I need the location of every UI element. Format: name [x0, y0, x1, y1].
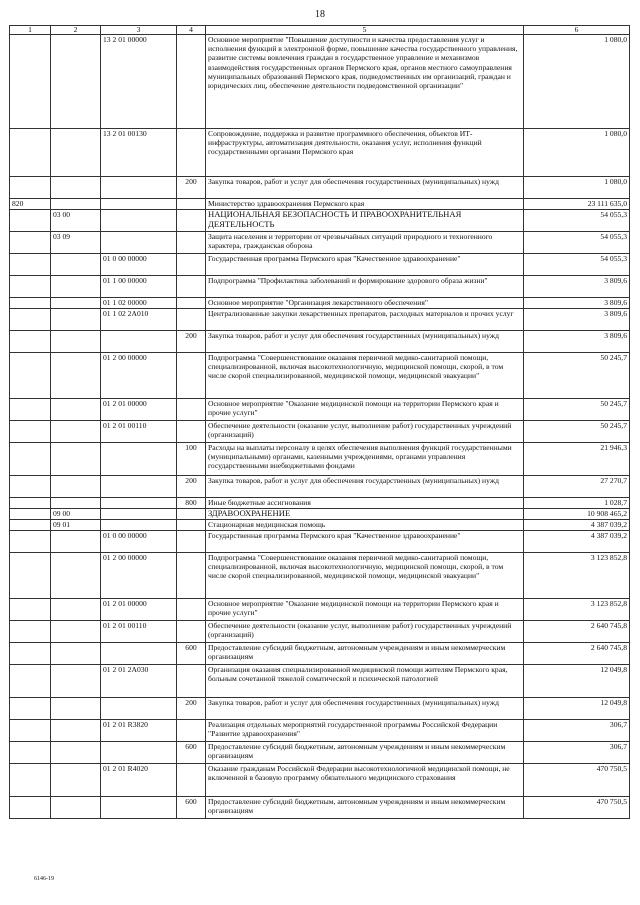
column-number: 4	[177, 26, 206, 35]
target-article-code	[101, 199, 177, 210]
table-row	[10, 764, 630, 797]
target-article-code	[101, 698, 177, 720]
item-name: Основное мероприятие "Оказание медицинской помощи на территории Пермского края и прочие услуги"	[206, 399, 524, 421]
amount: 3 809,6	[524, 276, 630, 298]
ministry-code	[10, 35, 51, 129]
target-article-code: 13 2 01 00130	[101, 129, 177, 177]
section-code	[51, 621, 101, 643]
ministry-code	[10, 476, 51, 498]
ministry-code	[10, 232, 51, 254]
amount: 4 387 039,2	[524, 531, 630, 553]
expense-type-code: 100	[177, 443, 206, 476]
table-row	[10, 276, 630, 298]
ministry-code	[10, 498, 51, 509]
expense-type-code	[177, 276, 206, 298]
table-row	[10, 421, 630, 443]
table-row	[10, 254, 630, 276]
item-name: Министерство здравоохранения Пермского края	[206, 199, 524, 210]
item-name: НАЦИОНАЛЬНАЯ БЕЗОПАСНОСТЬ И ПРАВООХРАНИТЕЛЬНАЯ ДЕЯТЕЛЬНОСТЬ	[206, 210, 524, 232]
target-article-code	[101, 742, 177, 764]
target-article-code	[101, 643, 177, 665]
expense-type-code	[177, 621, 206, 643]
section-code	[51, 764, 101, 797]
amount: 23 111 635,0	[524, 199, 630, 210]
table-row	[10, 298, 630, 309]
column-number: 1	[10, 26, 51, 35]
column-number: 6	[524, 26, 630, 35]
item-name: Расходы на выплаты персоналу в целях обеспечения выполнения функций государственными (муниципальными) органами, казенными учреждениями, органами управления государственными внебюджетными фондами	[206, 443, 524, 476]
ministry-code	[10, 276, 51, 298]
section-code	[51, 742, 101, 764]
amount: 2 640 745,8	[524, 621, 630, 643]
ministry-code	[10, 177, 51, 199]
section-code: 09 01	[51, 520, 101, 531]
item-name: Обеспечение деятельности (оказание услуг, выполнение работ) государственных учреждений (организаций)	[206, 421, 524, 443]
expense-type-code: 600	[177, 742, 206, 764]
item-name: Основное мероприятие "Повышение доступности и качества предоставления услуг и исполнения функций в электронной форме, повышение качества государственного управления, развитие системы вовлечения граждан в государственное управление и механизмов взаимодействия государственных органов Пермского края, органов местного самоуправления муниципальных образований Пермского края, подведомственных им организаций, граждан и юридических лиц, обеспечение деятельности подведомственной организации"	[206, 35, 524, 129]
amount: 1 080,0	[524, 35, 630, 129]
target-article-code: 01 2 01 00000	[101, 399, 177, 421]
table-row	[10, 599, 630, 621]
amount: 27 270,7	[524, 476, 630, 498]
ministry-code	[10, 520, 51, 531]
column-number: 2	[51, 26, 101, 35]
section-code	[51, 643, 101, 665]
footer-code: 6146-19	[34, 876, 54, 882]
expense-type-code	[177, 599, 206, 621]
expense-type-code	[177, 665, 206, 698]
item-name: Закупка товаров, работ и услуг для обеспечения государственных (муниципальных) нужд	[206, 331, 524, 353]
amount: 1 080,0	[524, 177, 630, 199]
target-article-code	[101, 797, 177, 819]
table-row	[10, 199, 630, 210]
amount: 54 055,3	[524, 254, 630, 276]
table-row	[10, 443, 630, 476]
section-code	[51, 476, 101, 498]
item-name: Подпрограмма "Профилактика заболеваний и формирование здорового образа жизни"	[206, 276, 524, 298]
table-row	[10, 698, 630, 720]
target-article-code	[101, 476, 177, 498]
expense-type-code	[177, 298, 206, 309]
expense-type-code	[177, 232, 206, 254]
section-code: 09 00	[51, 509, 101, 520]
amount: 3 123 852,8	[524, 599, 630, 621]
amount: 21 946,3	[524, 443, 630, 476]
expense-type-code	[177, 35, 206, 129]
ministry-code	[10, 443, 51, 476]
item-name: Подпрограмма "Совершенствование оказания первичной медико-санитарной помощи, специализированной, включая высокотехнологичную, медицинской помощи, скорой, в том числе скорой специализированной, медицинской помощи, медицинской эвакуации"	[206, 553, 524, 599]
item-name: Иные бюджетные ассигнования	[206, 498, 524, 509]
amount: 12 049,8	[524, 665, 630, 698]
item-name: Реализация отдельных мероприятий государственной программы Российской Федерации "Развитие здравоохранения"	[206, 720, 524, 742]
ministry-code	[10, 254, 51, 276]
target-article-code: 01 0 00 00000	[101, 531, 177, 553]
table-row	[10, 232, 630, 254]
target-article-code: 01 2 00 00000	[101, 553, 177, 599]
target-article-code: 01 1 02 00000	[101, 298, 177, 309]
table-row	[10, 129, 630, 177]
item-name: Сопровождение, поддержка и развитие программного обеспечения, объектов ИТ-инфраструктуры, автоматизация деятельности, оказания услуг, исполнения функций государственными органами Пермского края	[206, 129, 524, 177]
section-code: 03 09	[51, 232, 101, 254]
section-code	[51, 298, 101, 309]
amount: 10 908 465,2	[524, 509, 630, 520]
amount: 50 245,7	[524, 421, 630, 443]
ministry-code	[10, 553, 51, 599]
expense-type-code: 200	[177, 698, 206, 720]
ministry-code	[10, 509, 51, 520]
column-number-row	[10, 26, 630, 35]
item-name: ЗДРАВООХРАНЕНИЕ	[206, 509, 524, 520]
section-code	[51, 443, 101, 476]
item-name: Закупка товаров, работ и услуг для обеспечения государственных (муниципальных) нужд	[206, 177, 524, 199]
amount: 1 028,7	[524, 498, 630, 509]
expense-type-code	[177, 553, 206, 599]
table-row	[10, 399, 630, 421]
section-code	[51, 531, 101, 553]
target-article-code	[101, 498, 177, 509]
table-row	[10, 643, 630, 665]
amount: 3 123 852,8	[524, 553, 630, 599]
table-row	[10, 553, 630, 599]
target-article-code: 01 2 01 00110	[101, 421, 177, 443]
target-article-code	[101, 520, 177, 531]
amount: 12 049,8	[524, 698, 630, 720]
target-article-code: 01 2 01 00000	[101, 599, 177, 621]
section-code	[51, 276, 101, 298]
target-article-code: 13 2 01 00000	[101, 35, 177, 129]
section-code	[51, 331, 101, 353]
section-code: 03 00	[51, 210, 101, 232]
expense-type-code	[177, 421, 206, 443]
ministry-code	[10, 309, 51, 331]
item-name: Закупка товаров, работ и услуг для обеспечения государственных (муниципальных) нужд	[206, 476, 524, 498]
table-row	[10, 353, 630, 399]
item-name: Обеспечение деятельности (оказание услуг, выполнение работ) государственных учреждений (организаций)	[206, 621, 524, 643]
section-code	[51, 177, 101, 199]
target-article-code: 01 2 01 R4020	[101, 764, 177, 797]
target-article-code: 01 1 02 2А010	[101, 309, 177, 331]
amount: 1 080,0	[524, 129, 630, 177]
item-name: Государственная программа Пермского края "Качественное здравоохранение"	[206, 254, 524, 276]
expense-type-code	[177, 210, 206, 232]
item-name: Централизованные закупки лекарственных препаратов, расходных материалов и прочих услуг	[206, 309, 524, 331]
table-row	[10, 331, 630, 353]
expense-type-code	[177, 531, 206, 553]
amount: 4 387 039,2	[524, 520, 630, 531]
ministry-code	[10, 331, 51, 353]
ministry-code	[10, 210, 51, 232]
ministry-code	[10, 599, 51, 621]
table-row	[10, 621, 630, 643]
ministry-code	[10, 764, 51, 797]
amount: 470 750,5	[524, 797, 630, 819]
ministry-code	[10, 797, 51, 819]
column-number: 3	[101, 26, 177, 35]
ministry-code	[10, 129, 51, 177]
target-article-code	[101, 331, 177, 353]
target-article-code: 01 1 00 00000	[101, 276, 177, 298]
table-row	[10, 797, 630, 819]
table-row	[10, 35, 630, 129]
ministry-code	[10, 720, 51, 742]
target-article-code	[101, 509, 177, 520]
expense-type-code	[177, 720, 206, 742]
table-row	[10, 509, 630, 520]
expense-type-code	[177, 353, 206, 399]
table-row	[10, 520, 630, 531]
amount: 50 245,7	[524, 399, 630, 421]
expense-type-code: 200	[177, 177, 206, 199]
amount: 2 640 745,8	[524, 643, 630, 665]
item-name: Закупка товаров, работ и услуг для обеспечения государственных (муниципальных) нужд	[206, 698, 524, 720]
table-row	[10, 742, 630, 764]
expense-type-code	[177, 129, 206, 177]
target-article-code: 01 2 01 00110	[101, 621, 177, 643]
item-name: Стационарная медицинская помощь	[206, 520, 524, 531]
item-name: Предоставление субсидий бюджетным, автономным учреждениям и иным некоммерческим организациям	[206, 742, 524, 764]
table-row	[10, 476, 630, 498]
expense-type-code	[177, 520, 206, 531]
section-code	[51, 665, 101, 698]
target-article-code	[101, 177, 177, 199]
expense-type-code	[177, 254, 206, 276]
amount: 54 055,3	[524, 232, 630, 254]
ministry-code	[10, 298, 51, 309]
expense-type-code	[177, 309, 206, 331]
item-name: Оказание гражданам Российской Федерации высокотехнологичной медицинской помощи, не включенной в базовую программу обязательного медицинского страхования	[206, 764, 524, 797]
item-name: Основное мероприятие "Организация лекарственного обеспечения"	[206, 298, 524, 309]
section-code	[51, 129, 101, 177]
amount: 3 809,6	[524, 331, 630, 353]
amount: 3 809,6	[524, 309, 630, 331]
amount: 3 809,6	[524, 298, 630, 309]
target-article-code: 01 2 01 R3820	[101, 720, 177, 742]
ministry-code	[10, 742, 51, 764]
expense-type-code	[177, 199, 206, 210]
section-code	[51, 421, 101, 443]
section-code	[51, 254, 101, 276]
section-code	[51, 698, 101, 720]
section-code	[51, 553, 101, 599]
item-name: Основное мероприятие "Оказание медицинской помощи на территории Пермского края и прочие услуги"	[206, 599, 524, 621]
ministry-code	[10, 531, 51, 553]
amount: 306,7	[524, 720, 630, 742]
section-code	[51, 498, 101, 509]
table-row	[10, 177, 630, 199]
item-name: Предоставление субсидий бюджетным, автономным учреждениям и иным некоммерческим организациям	[206, 797, 524, 819]
expense-type-code: 600	[177, 797, 206, 819]
section-code	[51, 309, 101, 331]
ministry-code: 820	[10, 199, 51, 210]
amount: 470 750,5	[524, 764, 630, 797]
expense-type-code: 600	[177, 643, 206, 665]
expense-type-code: 200	[177, 331, 206, 353]
expense-type-code	[177, 764, 206, 797]
section-code	[51, 797, 101, 819]
ministry-code	[10, 643, 51, 665]
budget-table	[9, 25, 630, 819]
table-row	[10, 665, 630, 698]
target-article-code	[101, 232, 177, 254]
table-row	[10, 309, 630, 331]
item-name: Государственная программа Пермского края "Качественное здравоохранение"	[206, 531, 524, 553]
table-row	[10, 720, 630, 742]
section-code	[51, 720, 101, 742]
ministry-code	[10, 698, 51, 720]
expense-type-code	[177, 399, 206, 421]
ministry-code	[10, 621, 51, 643]
item-name: Предоставление субсидий бюджетным, автономным учреждениям и иным некоммерческим организациям	[206, 643, 524, 665]
section-code	[51, 353, 101, 399]
page-number: 18	[315, 9, 325, 20]
target-article-code: 01 2 00 00000	[101, 353, 177, 399]
section-code	[51, 199, 101, 210]
target-article-code	[101, 443, 177, 476]
amount: 50 245,7	[524, 353, 630, 399]
table-row	[10, 498, 630, 509]
table-row	[10, 210, 630, 232]
ministry-code	[10, 353, 51, 399]
target-article-code: 01 2 01 2А030	[101, 665, 177, 698]
section-code	[51, 399, 101, 421]
column-number: 5	[206, 26, 524, 35]
item-name: Защита населения и территории от чрезвычайных ситуаций природного и техногенного характера, гражданская оборона	[206, 232, 524, 254]
section-code	[51, 599, 101, 621]
target-article-code	[101, 210, 177, 232]
ministry-code	[10, 665, 51, 698]
amount: 54 055,3	[524, 210, 630, 232]
table-row	[10, 531, 630, 553]
target-article-code: 01 0 00 00000	[101, 254, 177, 276]
amount: 306,7	[524, 742, 630, 764]
section-code	[51, 35, 101, 129]
expense-type-code: 800	[177, 498, 206, 509]
ministry-code	[10, 421, 51, 443]
ministry-code	[10, 399, 51, 421]
expense-type-code: 200	[177, 476, 206, 498]
expense-type-code	[177, 509, 206, 520]
item-name: Подпрограмма "Совершенствование оказания первичной медико-санитарной помощи, специализированной, включая высокотехнологичную, медицинской помощи, скорой, в том числе скорой специализированной, медицинской помощи, медицинской эвакуации"	[206, 353, 524, 399]
item-name: Организация оказания специализированной медицинской помощи жителям Пермского края, больным сочетанной тяжелой соматической и психической патологией	[206, 665, 524, 698]
